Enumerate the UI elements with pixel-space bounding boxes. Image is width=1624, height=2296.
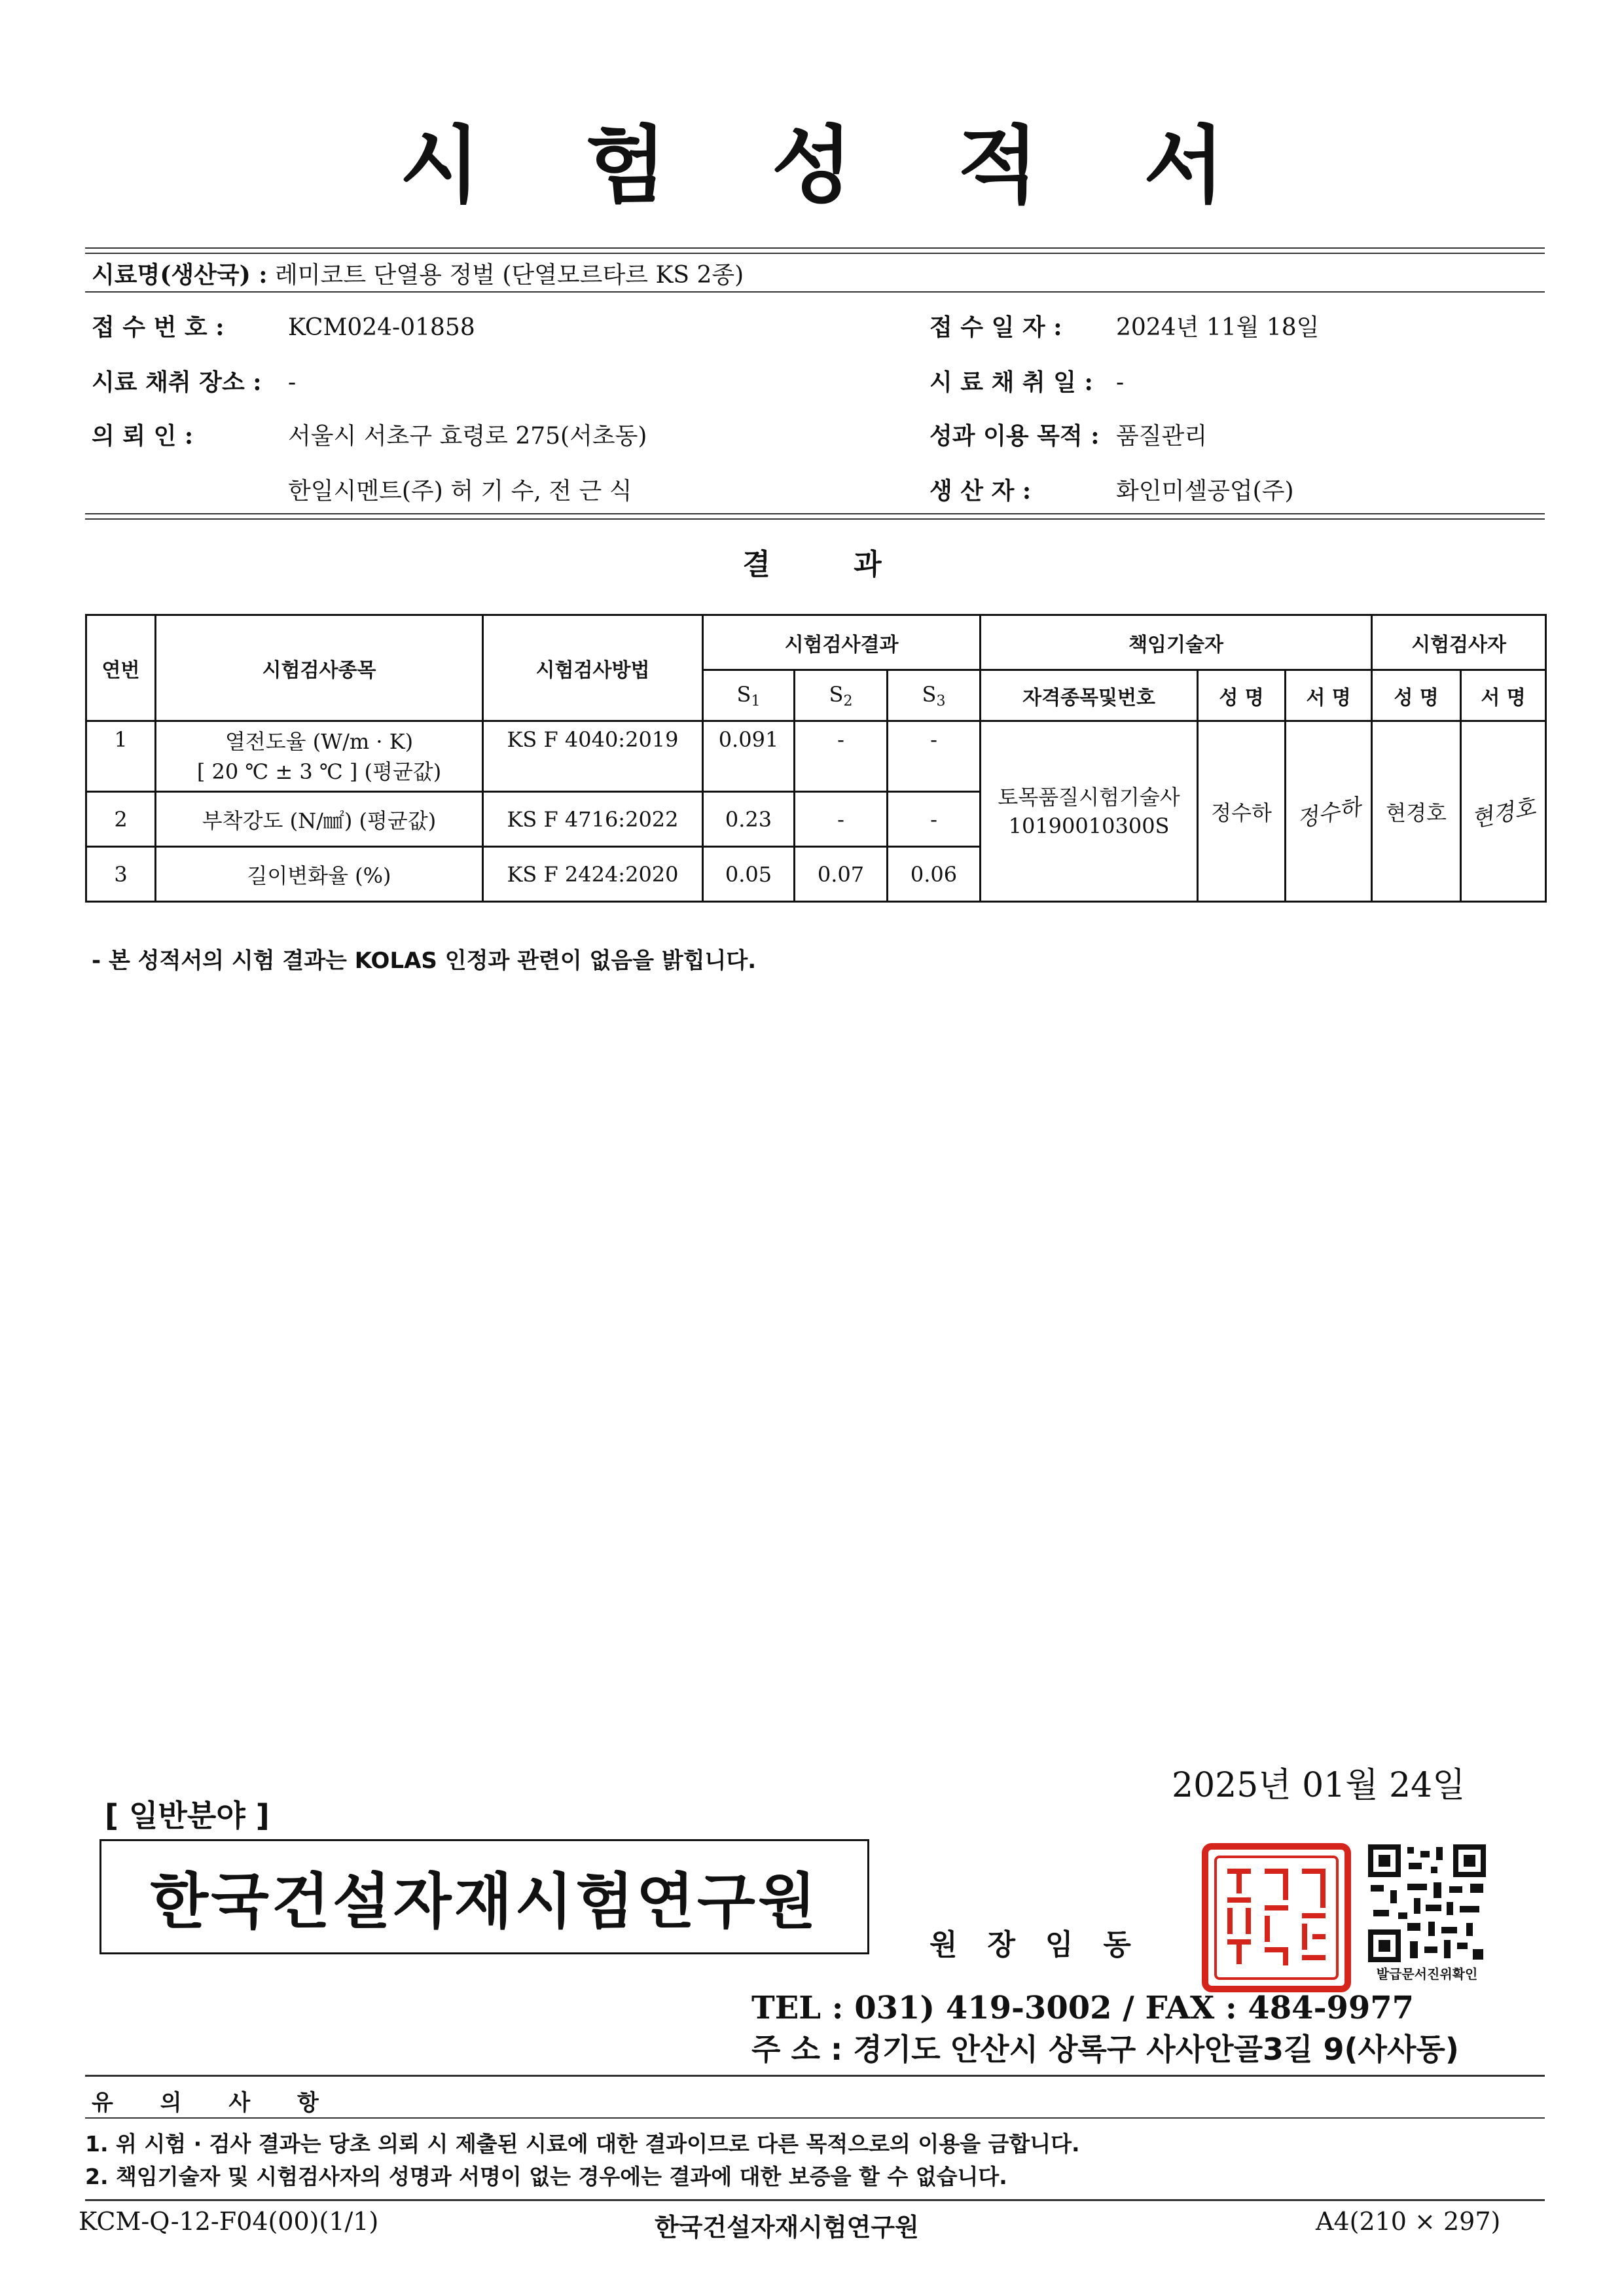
receipt-date: 2024년 11월 18일 bbox=[1116, 314, 1320, 341]
notes-title: 유 의 사 항 bbox=[92, 2090, 338, 2116]
divider bbox=[85, 513, 1545, 514]
results-table bbox=[85, 614, 1547, 903]
row-no: 1 bbox=[86, 721, 156, 792]
issue-date: 2025년 01월 24일 bbox=[1172, 1766, 1466, 1805]
purpose-label: 성과 이용 목적 : bbox=[929, 422, 1100, 450]
sample-name-row bbox=[92, 257, 744, 290]
kolas-note: - 본 성적서의 시험 결과는 KOLAS 인정과 관련이 없음을 밝힙니다. bbox=[92, 948, 757, 974]
qr-code-icon[interactable] bbox=[1368, 1844, 1486, 1962]
organization-name: 한국건설자재시험연구원 bbox=[99, 1839, 869, 1954]
note-1: 1. 위 시험 · 검사 결과는 당초 의뢰 시 제출된 시료에 대한 결과이므로 다른 목적으로의 이용을 금합니다. bbox=[85, 2131, 1080, 2157]
header-eng-sign: 서 명 bbox=[1286, 670, 1372, 721]
receipt-date-label: 접 수 일 자 : bbox=[929, 314, 1062, 341]
address: 주 소 : 경기도 안산시 상록구 사사안골3길 9(사사동) bbox=[751, 2032, 1459, 2067]
receipt-no-label: 접 수 번 호 : bbox=[92, 314, 225, 341]
client-address: 서울시 서초구 효령로 275(서초동) bbox=[288, 423, 647, 450]
divider bbox=[85, 291, 1545, 293]
paper-size: A4(210 × 297) bbox=[1316, 2207, 1501, 2236]
row-method: KS F 2424:2020 bbox=[483, 847, 703, 902]
purpose: 품질관리 bbox=[1116, 423, 1208, 450]
producer: 화인미셀공업(주) bbox=[1116, 478, 1294, 505]
row-s1: 0.23 bbox=[703, 792, 795, 847]
note-2: 2. 책임기술자 및 시험검사자의 성명과 서명이 없는 경우에는 결과에 대한 보증을 할 수 없습니다. bbox=[85, 2164, 1007, 2189]
category: [ 일반분야 ] bbox=[105, 1798, 270, 1833]
divider bbox=[85, 2075, 1545, 2077]
producer-label: 생 산 자 : bbox=[929, 477, 1032, 505]
purpose-row bbox=[929, 418, 1207, 451]
row-s1: 0.05 bbox=[703, 847, 795, 902]
receipt-date-row bbox=[929, 309, 1319, 342]
row-item: 부착강도 (N/㎟) (평균값) bbox=[156, 792, 483, 847]
header-s1: $S_1$ bbox=[703, 670, 795, 721]
row-s2: - bbox=[795, 792, 888, 847]
sample-name: 레미코트 단열용 정벌 (단열모르타르 KS 2종) bbox=[275, 262, 744, 289]
row-s3: - bbox=[888, 721, 981, 792]
sampling-date: - bbox=[1116, 369, 1125, 396]
receipt-no-row bbox=[92, 309, 475, 342]
row-no: 3 bbox=[86, 847, 156, 902]
header-s2: $S_2$ bbox=[795, 670, 888, 721]
director: 원 장 임 동 bbox=[929, 1928, 1131, 1962]
header-item: 시험검사종목 bbox=[156, 615, 483, 721]
header-engineer: 책임기술자 bbox=[981, 615, 1372, 670]
header-qualification: 자격종목및번호 bbox=[981, 670, 1198, 721]
producer-row bbox=[929, 473, 1294, 506]
table-row bbox=[86, 721, 1546, 792]
row-s1: 0.091 bbox=[703, 721, 795, 792]
client-label: 의 뢰 인 : bbox=[92, 422, 194, 450]
qr-caption: 발급문서진위확인 bbox=[1376, 1966, 1478, 1982]
header-tester: 시험검사자 bbox=[1372, 615, 1546, 670]
divider bbox=[85, 518, 1545, 520]
tester-name: 현경호 bbox=[1372, 721, 1461, 902]
header-tester-name: 성 명 bbox=[1372, 670, 1461, 721]
footer-org: 한국건설자재시험연구원 bbox=[655, 2213, 919, 2242]
tester-signature: 현경호 bbox=[1461, 721, 1546, 902]
divider bbox=[85, 2117, 1545, 2119]
client-company: 한일시멘트(주) 허 기 수, 전 근 식 bbox=[288, 478, 632, 505]
sampling-date-label: 시 료 채 취 일 : bbox=[929, 368, 1093, 396]
engineer-signature: 정수하 bbox=[1286, 721, 1372, 902]
receipt-no: KCM024-01858 bbox=[288, 314, 475, 341]
sampling-place-row bbox=[92, 364, 296, 397]
row-s2: 0.07 bbox=[795, 847, 888, 902]
header-s3: $S_3$ bbox=[888, 670, 981, 721]
sample-name-label: 시료명(생산국) : bbox=[92, 261, 268, 289]
row-no: 2 bbox=[86, 792, 156, 847]
results-title: 결 과 bbox=[742, 548, 918, 581]
sampling-place: - bbox=[288, 369, 297, 396]
row-s3: 0.06 bbox=[888, 847, 981, 902]
header-result: 시험검사결과 bbox=[703, 615, 981, 670]
engineer-qualification: 토목품질시험기술사 10190010300S bbox=[981, 721, 1198, 902]
header-tester-sign: 서 명 bbox=[1461, 670, 1546, 721]
divider bbox=[85, 247, 1545, 249]
row-item: 열전도율 (W/m · K) [ 20 ℃ ± 3 ℃ ] (평균값) bbox=[156, 721, 483, 792]
row-s2: - bbox=[795, 721, 888, 792]
header-eng-name: 성 명 bbox=[1198, 670, 1286, 721]
row-method: KS F 4716:2022 bbox=[483, 792, 703, 847]
tel-fax: TEL : 031) 419-3002 / FAX : 484-9977 bbox=[751, 1990, 1415, 2026]
row-method: KS F 4040:2019 bbox=[483, 721, 703, 792]
seal-icon bbox=[1201, 1842, 1352, 1993]
sampling-place-label: 시료 채취 장소 : bbox=[92, 368, 262, 396]
row-item: 길이변화율 (%) bbox=[156, 847, 483, 902]
divider bbox=[85, 2199, 1545, 2201]
divider bbox=[85, 253, 1545, 254]
row-s3: - bbox=[888, 792, 981, 847]
document-title: 시 험 성 적 서 bbox=[399, 117, 1263, 215]
engineer-name: 정수하 bbox=[1198, 721, 1286, 902]
header-no: 연번 bbox=[86, 615, 156, 721]
form-code: KCM-Q-12-F04(00)(1/1) bbox=[79, 2207, 379, 2236]
sampling-date-row bbox=[929, 364, 1124, 397]
header-method: 시험검사방법 bbox=[483, 615, 703, 721]
client-row bbox=[92, 418, 647, 451]
